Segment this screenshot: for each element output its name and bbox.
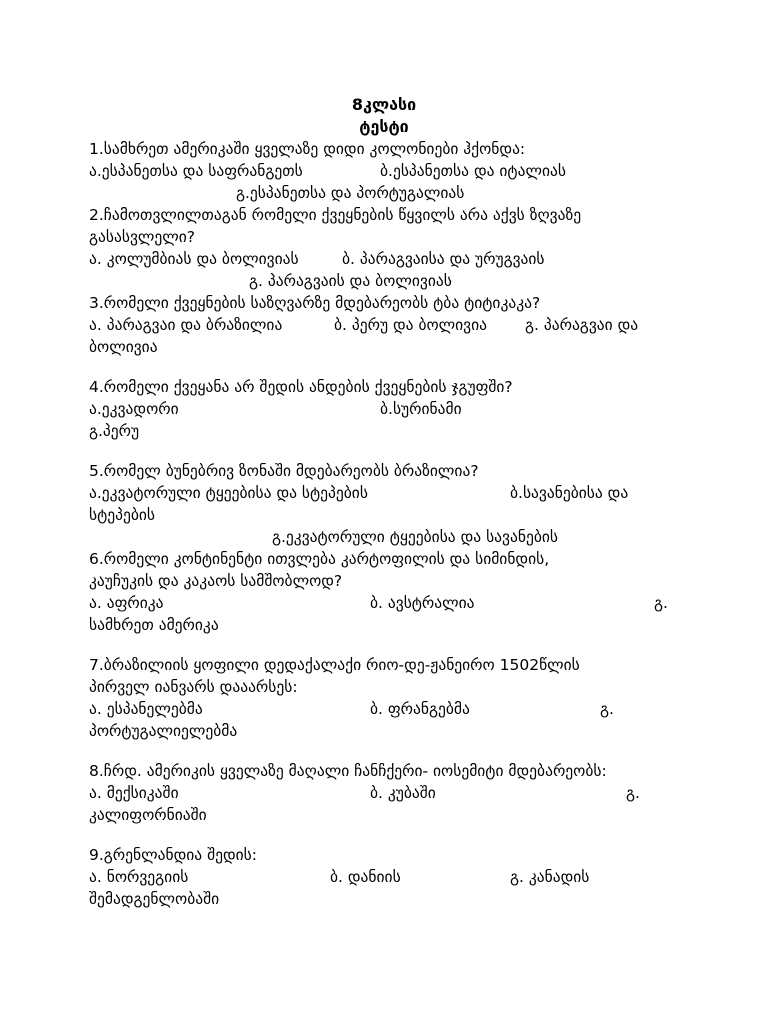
question-6-option-b: ბ. ავსტრალია bbox=[370, 594, 475, 612]
question-9-text: 9.გრენლანდია შედის: bbox=[89, 846, 257, 864]
question-5-option-a: ა.ეკვატორული ტყეებისა და სტეპების bbox=[89, 484, 368, 502]
question-7-option-c-cont: პორტუგალიელებმა bbox=[89, 722, 238, 740]
question-5-option-b: ბ.სავანებისა და bbox=[510, 484, 629, 502]
question-4-option-c: გ.პერუ bbox=[89, 422, 140, 440]
question-4-option-b: ბ.სურინამი bbox=[380, 400, 462, 418]
question-6-option-c-cont: სამხრეთ ამერიკა bbox=[89, 616, 219, 634]
question-8-option-c-cont: კალიფორნიაში bbox=[89, 806, 207, 824]
question-2-option-a: ა. კოლუმბიას და ბოლივიას bbox=[89, 250, 299, 268]
question-6-text-line1: 6.რომელი კონტინენტი ითვლება კარტოფილის და სიმინდის, bbox=[89, 550, 550, 568]
question-2-text-line1: 2.ჩამოთვლილთაგან რომელი ქვეყნების წყვილს არა აქვს ზღვაზე bbox=[89, 206, 582, 224]
question-1-option-b: ბ.ესპანეთსა და იტალიას bbox=[380, 162, 566, 180]
question-8-option-c: გ. bbox=[626, 784, 640, 802]
question-1-text: 1.სამხრეთ ამერიკაში ყველაზე დიდი კოლონიები ჰქონდა: bbox=[89, 140, 526, 158]
question-2-option-c: გ. პარაგვაის და ბოლივიას bbox=[249, 272, 452, 290]
question-7-option-b: ბ. ფრანგებმა bbox=[370, 700, 470, 718]
question-2-option-b: ბ. პარაგვაისა და ურუგვაის bbox=[342, 250, 545, 268]
question-9-option-a: ა. ნორვეგიის bbox=[89, 868, 189, 886]
question-4-option-a: ა.ეკვადორი bbox=[89, 400, 179, 418]
question-8-option-b: ბ. კუბაში bbox=[370, 784, 436, 802]
question-9-option-c: გ. კანადის bbox=[510, 868, 590, 886]
question-9-tail: შემადგენლობაში bbox=[89, 890, 220, 908]
question-7-text-line2: პირველ იანვარს დააარსეს: bbox=[89, 678, 298, 696]
question-7-option-c: გ. bbox=[600, 700, 614, 718]
question-1-option-a: ა.ესპანეთსა და საფრანგეთს bbox=[89, 162, 303, 180]
question-3-option-b: ბ. პერუ და ბოლივია bbox=[334, 316, 488, 334]
question-6-text-line2: კაუჩუკის და კაკაოს სამშობლოდ? bbox=[89, 572, 343, 590]
question-4-text: 4.რომელი ქვეყანა არ შედის ანდების ქვეყნების ჯგუფში? bbox=[89, 378, 513, 396]
question-5-option-c: გ.ეკვატორული ტყეებისა და სავანების bbox=[272, 528, 558, 546]
question-6-option-c: გ. bbox=[654, 594, 668, 612]
question-3-option-a: ა. პარაგვაი და ბრაზილია bbox=[89, 316, 283, 334]
question-3-text: 3.რომელი ქვეყნების საზღვარზე მდებარეობს ტბა ტიტიკაკა? bbox=[89, 294, 541, 312]
question-7-option-a: ა. ესპანელებმა bbox=[89, 700, 203, 718]
question-5-option-b-cont: სტეპების bbox=[89, 506, 155, 524]
question-7-text-line1: 7.ბრაზილიის ყოფილი დედაქალაქი რიო-დე-ჟანეირო 1502წლის bbox=[89, 656, 580, 674]
question-8-option-a: ა. მექსიკაში bbox=[89, 784, 179, 802]
doc-title-test: ტესტი bbox=[359, 117, 409, 136]
question-2-text-line2: გასასვლელი? bbox=[89, 228, 196, 246]
question-9-option-b: ბ. დანიის bbox=[330, 868, 401, 886]
question-3-option-c: გ. პარაგვაი და bbox=[525, 316, 639, 334]
doc-title-grade: 8კლასი bbox=[351, 95, 417, 114]
question-1-option-c: გ.ესპანეთსა და პორტუგალიას bbox=[236, 184, 465, 202]
question-5-text: 5.რომელ ბუნებრივ ზონაში მდებარეობს ბრაზილია? bbox=[89, 462, 479, 480]
question-3-option-c-cont: ბოლივია bbox=[89, 338, 158, 356]
question-6-option-a: ა. აფრიკა bbox=[89, 594, 164, 612]
question-8-text: 8.ჩრდ. ამერიკის ყველაზე მაღალი ჩანჩქერი- იოსემიტი მდებარეობს: bbox=[89, 762, 607, 780]
